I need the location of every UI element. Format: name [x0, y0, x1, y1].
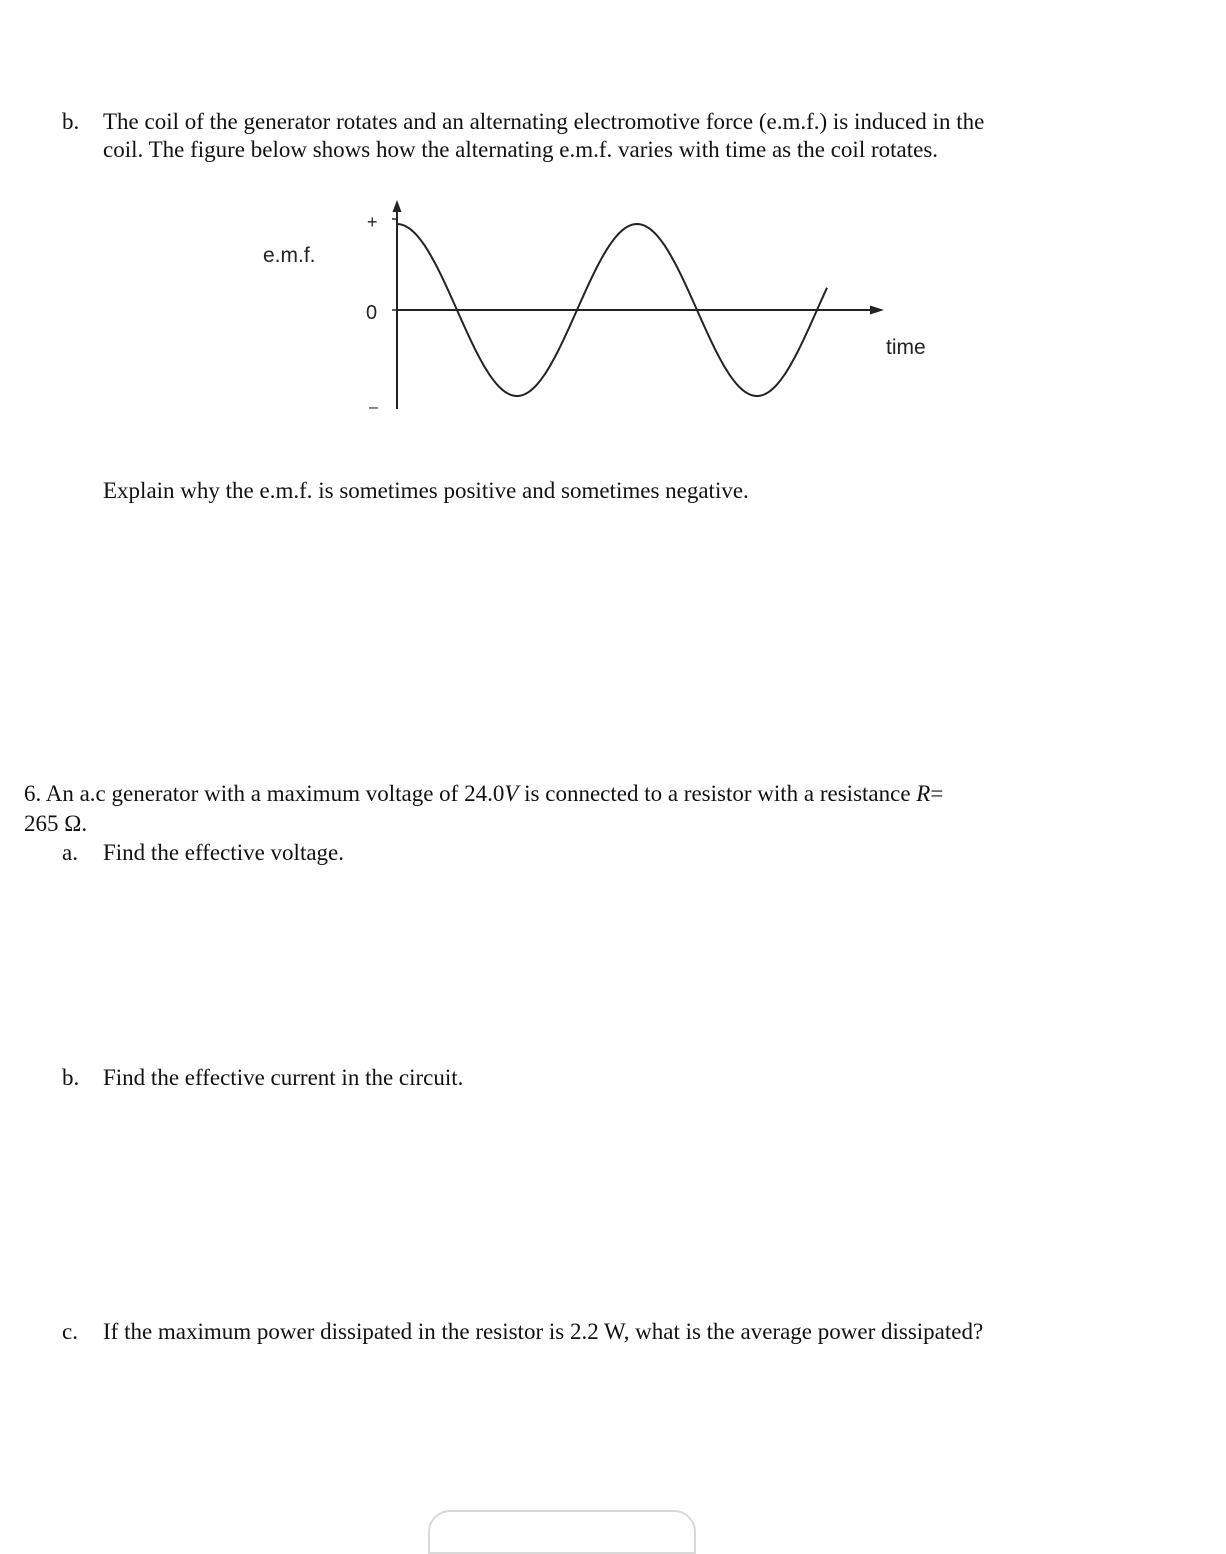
q5b-text-line1: The coil of the generator rotates and an alternating electromotive force (e.m.f.) is induced in the — [103, 109, 985, 134]
q6-intro-part2: is connected to a resistor with a resistance — [518, 781, 917, 806]
q5b-label: b. — [62, 109, 80, 134]
y-axis-arrowhead — [393, 200, 402, 212]
time-axis-label: time — [886, 336, 926, 359]
q6c-text: If the maximum power dissipated in the resistor is 2.2 W, what is the average power dissipated? — [103, 1319, 984, 1344]
x-axis-arrowhead — [870, 306, 884, 315]
q6-resistance-symbol: R — [916, 781, 931, 806]
tick-zero-label: 0 — [366, 302, 378, 324]
bottom-page-tab[interactable] — [428, 1510, 696, 1554]
q6c-label: c. — [62, 1319, 78, 1344]
q6b-text: Find the effective current in the circuit. — [103, 1065, 464, 1090]
q6b-label: b. — [62, 1065, 80, 1090]
q6-intro-line2: 265 Ω. — [24, 811, 88, 836]
q6a-text: Find the effective voltage. — [103, 840, 344, 865]
q6-intro-part3: = — [930, 781, 944, 806]
tick-minus-label: – — [369, 399, 378, 416]
q6a-label: a. — [62, 840, 78, 865]
emf-axis-label: e.m.f. — [263, 244, 316, 267]
q6-volt-unit: V — [504, 781, 519, 806]
tick-plus-label: + — [367, 212, 378, 232]
q5b-text-line2: coil. The figure below shows how the alternating e.m.f. varies with time as the coil rotates. — [103, 137, 939, 162]
q6-intro-line1 — [24, 779, 943, 809]
q6-intro-part1: 6. An a.c generator with a maximum voltage of 24.0 — [24, 781, 505, 806]
emf-time-graph — [350, 190, 910, 420]
explain-prompt: Explain why the e.m.f. is sometimes positive and sometimes negative. — [103, 478, 749, 503]
